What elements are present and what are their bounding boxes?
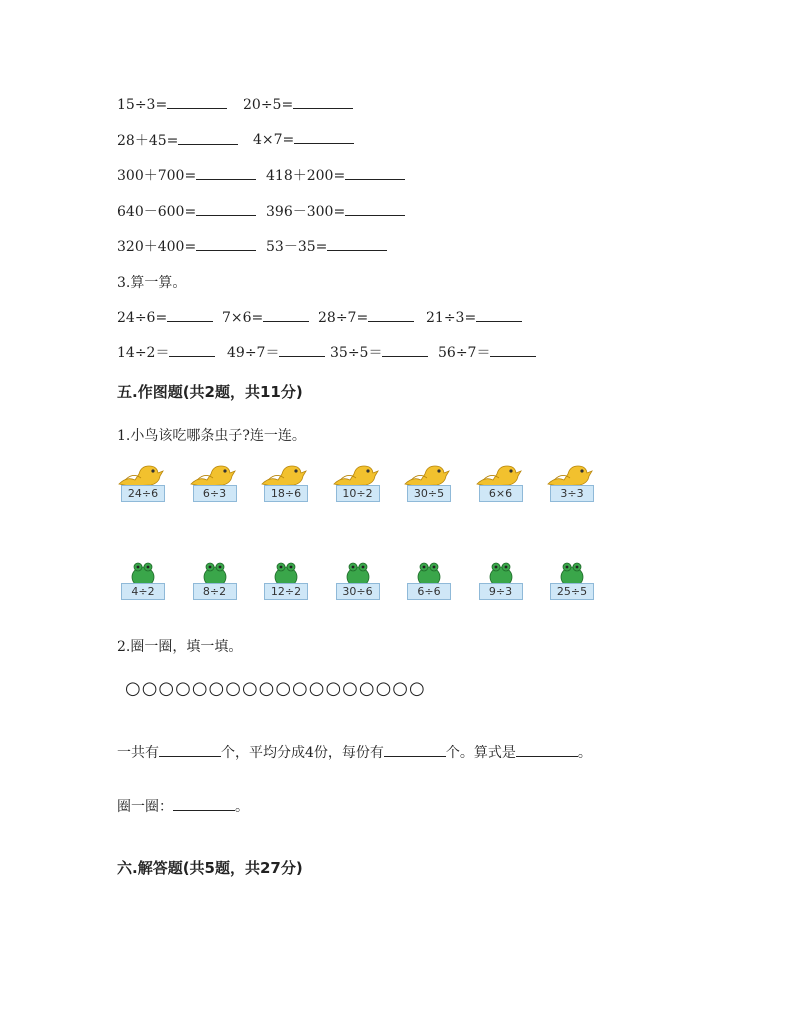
answer-blank[interactable] <box>173 797 235 811</box>
frog-card[interactable] <box>403 556 455 600</box>
bird-card[interactable] <box>260 458 312 502</box>
bird-label: 6÷3 <box>193 485 237 502</box>
answer-blank[interactable] <box>196 237 256 251</box>
fill-sentence: 圈一圈： 。 <box>117 799 249 815</box>
answer-blank[interactable] <box>178 131 238 145</box>
equation: 7×6= <box>222 308 309 326</box>
equation: 15÷3= <box>117 95 227 113</box>
equation: 35÷5＝ <box>330 342 428 362</box>
frog-card[interactable] <box>546 556 598 600</box>
equation: 418＋200= <box>266 165 405 185</box>
equation: 24÷6= <box>117 308 213 326</box>
frog-card[interactable] <box>260 556 312 600</box>
bird-card[interactable] <box>403 458 455 502</box>
bird-card[interactable] <box>332 458 384 502</box>
frog-label: 12÷2 <box>264 583 308 600</box>
equation: 28÷7= <box>318 308 414 326</box>
frog-card[interactable] <box>475 556 527 600</box>
answer-blank[interactable] <box>159 743 221 757</box>
equation: 28＋45= <box>117 130 238 150</box>
equation: 320＋400= <box>117 236 256 256</box>
frog-label: 25÷5 <box>550 583 594 600</box>
answer-blank[interactable] <box>196 166 256 180</box>
bird-label: 30÷5 <box>407 485 451 502</box>
bird-label: 6×6 <box>479 485 523 502</box>
frog-card[interactable] <box>332 556 384 600</box>
circle-row[interactable]: ○○○○○○○○○○○○○○○○○○ <box>125 678 426 699</box>
answer-blank[interactable] <box>167 308 213 322</box>
equation: 49÷7＝ <box>227 342 325 362</box>
answer-blank[interactable] <box>294 130 354 144</box>
answer-blank[interactable] <box>476 308 522 322</box>
frog-label: 8÷2 <box>193 583 237 600</box>
answer-blank[interactable] <box>327 237 387 251</box>
equation: 4×7= <box>253 130 354 148</box>
equation: 21÷3= <box>426 308 522 326</box>
equation: 53－35= <box>266 236 387 256</box>
frog-label: 9÷3 <box>479 583 523 600</box>
answer-blank[interactable] <box>345 202 405 216</box>
equation: 640－600= <box>117 201 256 221</box>
bird-card[interactable] <box>475 458 527 502</box>
bird-label: 18÷6 <box>264 485 308 502</box>
equation: 14÷2＝ <box>117 342 215 362</box>
equation: 20÷5= <box>243 95 353 113</box>
bird-card[interactable] <box>189 458 241 502</box>
question-title: 1.小鸟该吃哪条虫子?连一连。 <box>117 428 306 444</box>
answer-blank[interactable] <box>279 343 325 357</box>
frog-card[interactable] <box>189 556 241 600</box>
frog-card[interactable] <box>117 556 169 600</box>
bird-label: 3÷3 <box>550 485 594 502</box>
bird-label: 10÷2 <box>336 485 380 502</box>
question-title: 3.算一算。 <box>117 275 187 291</box>
fill-sentence: 一共有 个，平均分成4份，每份有 个。算式是 。 <box>117 745 592 761</box>
answer-blank[interactable] <box>293 95 353 109</box>
answer-blank[interactable] <box>167 95 227 109</box>
section-heading: 五.作图题(共2题，共11分) <box>117 383 303 401</box>
bird-label: 24÷6 <box>121 485 165 502</box>
equation: 396－300= <box>266 201 405 221</box>
equation: 300＋700= <box>117 165 256 185</box>
answer-blank[interactable] <box>490 343 536 357</box>
answer-blank[interactable] <box>382 343 428 357</box>
answer-blank[interactable] <box>196 202 256 216</box>
frog-label: 30÷6 <box>336 583 380 600</box>
bird-card[interactable] <box>546 458 598 502</box>
section-heading: 六.解答题(共5题，共27分) <box>117 859 303 877</box>
question-title: 2.圈一圈，填一填。 <box>117 639 243 655</box>
bird-card[interactable] <box>117 458 169 502</box>
answer-blank[interactable] <box>263 308 309 322</box>
answer-blank[interactable] <box>345 166 405 180</box>
equation: 56÷7＝ <box>438 342 536 362</box>
answer-blank[interactable] <box>516 743 578 757</box>
answer-blank[interactable] <box>368 308 414 322</box>
answer-blank[interactable] <box>384 743 446 757</box>
frog-label: 6÷6 <box>407 583 451 600</box>
frog-label: 4÷2 <box>121 583 165 600</box>
answer-blank[interactable] <box>169 343 215 357</box>
